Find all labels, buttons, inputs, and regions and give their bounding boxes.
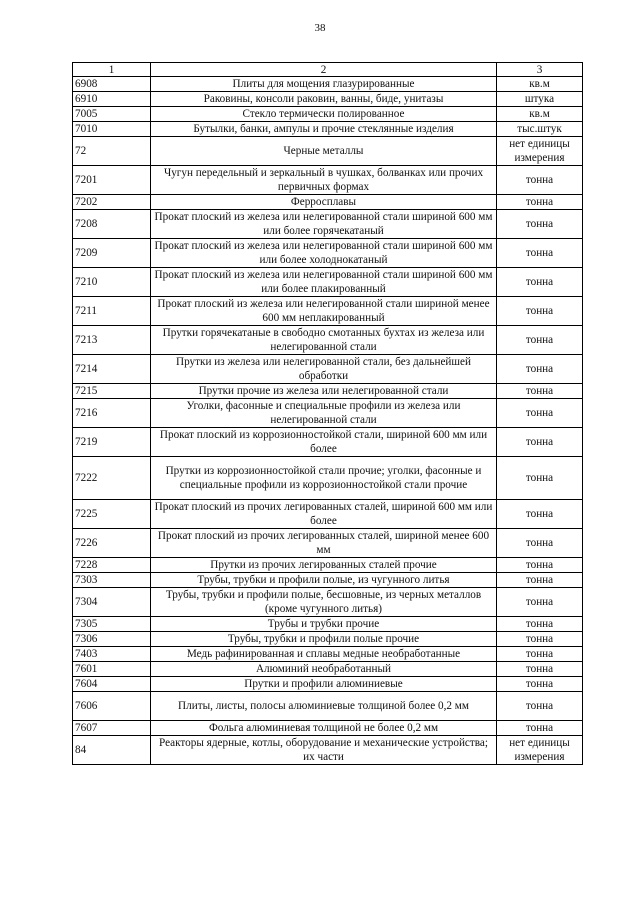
row-name: Чугун передельный и зеркальный в чушках, болванках или прочих первичных формах	[151, 166, 497, 195]
table-row	[73, 355, 583, 384]
row-unit: тонна	[497, 529, 583, 558]
table-row	[73, 457, 583, 500]
row-code: 7606	[73, 692, 151, 721]
row-code: 7225	[73, 500, 151, 529]
table-row	[73, 122, 583, 137]
row-code: 6908	[73, 77, 151, 92]
table-row	[73, 268, 583, 297]
row-code: 84	[73, 736, 151, 765]
row-name: Трубы, трубки и профили полые прочие	[151, 632, 497, 647]
row-name: Прутки прочие из железа или нелегированной стали	[151, 384, 497, 399]
row-code: 6910	[73, 92, 151, 107]
table-body	[73, 77, 583, 765]
row-unit: тонна	[497, 355, 583, 384]
row-code: 7604	[73, 677, 151, 692]
row-unit: тонна	[497, 692, 583, 721]
table-row	[73, 92, 583, 107]
row-name: Прокат плоский из железа или нелегированной стали шириной 600 мм или более холоднокатаный	[151, 239, 497, 268]
row-name: Прокат плоский из железа или нелегированной стали шириной менее 600 мм неплакированный	[151, 297, 497, 326]
row-unit: тыс.штук	[497, 122, 583, 137]
row-code: 7305	[73, 617, 151, 632]
row-unit: тонна	[497, 573, 583, 588]
row-name: Прокат плоский из прочих легированных сталей, шириной менее 600 мм	[151, 529, 497, 558]
row-code: 7304	[73, 588, 151, 617]
row-name: Прутки из железа или нелегированной стали, без дальнейшей обработки	[151, 355, 497, 384]
row-code: 7209	[73, 239, 151, 268]
row-unit: штука	[497, 92, 583, 107]
row-unit: тонна	[497, 195, 583, 210]
row-name: Черные металлы	[151, 137, 497, 166]
row-name: Уголки, фасонные и специальные профили из железа или нелегированной стали	[151, 399, 497, 428]
table-row	[73, 107, 583, 122]
row-name: Фольга алюминиевая толщиной не более 0,2 мм	[151, 721, 497, 736]
table-row	[73, 297, 583, 326]
row-unit: тонна	[497, 662, 583, 677]
row-name: Прокат плоский из железа или нелегированной стали шириной 600 мм или более горячекатаный	[151, 210, 497, 239]
row-code: 7219	[73, 428, 151, 457]
row-unit: тонна	[497, 558, 583, 573]
row-code: 7215	[73, 384, 151, 399]
table-row	[73, 428, 583, 457]
row-code: 7216	[73, 399, 151, 428]
row-code: 7226	[73, 529, 151, 558]
row-code: 7306	[73, 632, 151, 647]
row-unit: тонна	[497, 326, 583, 355]
table-row	[73, 195, 583, 210]
table-row	[73, 384, 583, 399]
table-row	[73, 529, 583, 558]
row-code: 7601	[73, 662, 151, 677]
units-table	[72, 62, 583, 765]
table-row	[73, 736, 583, 765]
table-row	[73, 677, 583, 692]
row-unit: тонна	[497, 632, 583, 647]
row-name: Реакторы ядерные, котлы, оборудование и механические устройства; их части	[151, 736, 497, 765]
row-unit: тонна	[497, 384, 583, 399]
row-name: Плиты для мощения глазурированные	[151, 77, 497, 92]
row-code: 7210	[73, 268, 151, 297]
page-number: 38	[314, 22, 326, 34]
row-unit: нет единицы измерения	[497, 736, 583, 765]
row-unit: тонна	[497, 399, 583, 428]
row-code: 7228	[73, 558, 151, 573]
row-name: Прокат плоский из коррозионностойкой стали, шириной 600 мм или более	[151, 428, 497, 457]
table-row	[73, 399, 583, 428]
table-row	[73, 647, 583, 662]
table-row	[73, 326, 583, 355]
row-unit: тонна	[497, 457, 583, 500]
row-unit: тонна	[497, 239, 583, 268]
row-code: 7214	[73, 355, 151, 384]
row-unit: тонна	[497, 588, 583, 617]
column-header-unit: 3	[497, 63, 583, 77]
column-header-code: 1	[73, 63, 151, 77]
table-row	[73, 617, 583, 632]
row-name: Бутылки, банки, ампулы и прочие стеклянные изделия	[151, 122, 497, 137]
table-row	[73, 137, 583, 166]
row-name: Трубы и трубки прочие	[151, 617, 497, 632]
row-code: 7303	[73, 573, 151, 588]
row-code: 7208	[73, 210, 151, 239]
row-name: Трубы, трубки и профили полые, бесшовные, из черных металлов (кроме чугунного литья)	[151, 588, 497, 617]
row-code: 7607	[73, 721, 151, 736]
row-code: 7213	[73, 326, 151, 355]
row-code: 7005	[73, 107, 151, 122]
row-unit: тонна	[497, 617, 583, 632]
row-name: Стекло термически полированное	[151, 107, 497, 122]
table-row	[73, 558, 583, 573]
row-name: Алюминий необработанный	[151, 662, 497, 677]
row-unit: тонна	[497, 210, 583, 239]
row-name: Прутки горячекатаные в свободно смотанных бухтах из железа или нелегированной стали	[151, 326, 497, 355]
row-code: 7010	[73, 122, 151, 137]
row-name: Прокат плоский из прочих легированных сталей, шириной 600 мм или более	[151, 500, 497, 529]
row-unit: тонна	[497, 500, 583, 529]
row-code: 7211	[73, 297, 151, 326]
row-name: Прокат плоский из железа или нелегированной стали шириной 600 мм или более плакированный	[151, 268, 497, 297]
column-header-name: 2	[151, 63, 497, 77]
table-header-row	[73, 63, 583, 77]
row-name: Прутки из коррозионностойкой стали прочие; уголки, фасонные и специальные профили из коррозионностойкой стали прочие	[151, 457, 497, 500]
table-row	[73, 77, 583, 92]
row-name: Ферросплавы	[151, 195, 497, 210]
row-name: Прутки и профили алюминиевые	[151, 677, 497, 692]
table-row	[73, 588, 583, 617]
row-unit: тонна	[497, 166, 583, 195]
row-code: 7201	[73, 166, 151, 195]
row-code: 72	[73, 137, 151, 166]
table-row	[73, 721, 583, 736]
row-unit: тонна	[497, 721, 583, 736]
table-row	[73, 632, 583, 647]
row-unit: тонна	[497, 428, 583, 457]
row-name: Прутки из прочих легированных сталей прочие	[151, 558, 497, 573]
table-row	[73, 500, 583, 529]
row-name: Плиты, листы, полосы алюминиевые толщиной более 0,2 мм	[151, 692, 497, 721]
row-unit: кв.м	[497, 107, 583, 122]
row-name: Медь рафинированная и сплавы медные необработанные	[151, 647, 497, 662]
table-row	[73, 573, 583, 588]
row-unit: кв.м	[497, 77, 583, 92]
row-name: Трубы, трубки и профили полые, из чугунного литья	[151, 573, 497, 588]
row-unit: нет единицы измерения	[497, 137, 583, 166]
table-row	[73, 239, 583, 268]
table-row	[73, 166, 583, 195]
row-code: 7202	[73, 195, 151, 210]
row-unit: тонна	[497, 297, 583, 326]
row-unit: тонна	[497, 647, 583, 662]
row-code: 7403	[73, 647, 151, 662]
table-row	[73, 210, 583, 239]
table-row	[73, 662, 583, 677]
row-unit: тонна	[497, 268, 583, 297]
row-code: 7222	[73, 457, 151, 500]
row-name: Раковины, консоли раковин, ванны, биде, унитазы	[151, 92, 497, 107]
table-row	[73, 692, 583, 721]
row-unit: тонна	[497, 677, 583, 692]
